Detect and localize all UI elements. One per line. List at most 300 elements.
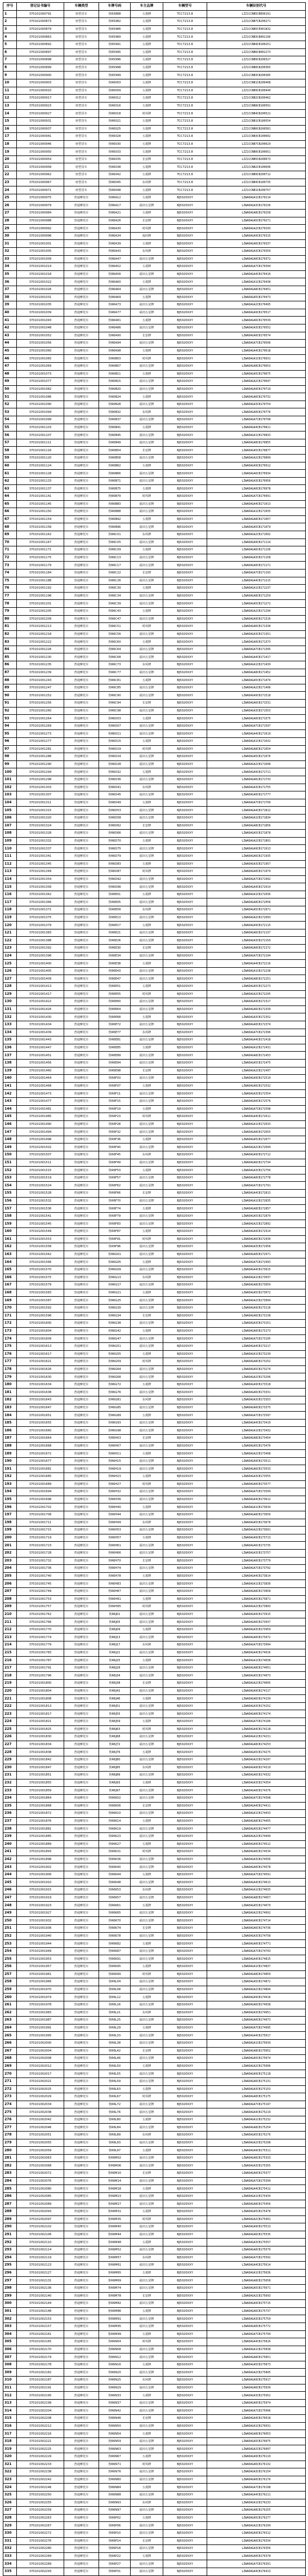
cell-brand: 五菱牌 [131, 79, 163, 87]
cell-brand: 福田五星牌 [131, 1220, 163, 1228]
cell-vehicle-type: 普通摩托车 [64, 1894, 99, 1902]
cell-seq: 123 [3, 945, 17, 953]
cell-cert-no: 370101001621 [17, 1358, 64, 1366]
cell-cert-no: 370101002276 [17, 2537, 64, 2545]
cell-cert-no: 370101001974 [17, 1994, 64, 2001]
cell-plate: 鲁R6D36 [99, 776, 131, 784]
cell-plate: 鲁R6E43 [99, 967, 131, 975]
cell-plate: 鲁R6J42 [99, 1687, 131, 1695]
cell-vehicle-type: 普通摩托车 [64, 232, 99, 240]
cell-cert-no: 370101001137 [17, 485, 64, 493]
cell-brand: 时风牌 [131, 355, 163, 363]
cell-plate: 鲁R6M27 [99, 2200, 131, 2208]
cell-vehicle-type: 普通摩托车 [64, 1182, 99, 1190]
cell-plate: 鲁R6K27 [99, 1840, 131, 1848]
cell-model: BJ5020XXY [163, 2499, 207, 2507]
cell-brand: 长安牌 [131, 1312, 163, 1320]
cell-plate: 鲁R6K87 [99, 1947, 131, 1955]
cell-brand: 福田五星牌 [131, 845, 163, 853]
cell-vehicle-type: 普通摩托车 [64, 1144, 99, 1151]
cell-seq: 144 [3, 1105, 17, 1113]
cell-vehicle-type: 普通摩托车 [64, 1059, 99, 1067]
cell-vehicle-type: 普通摩托车 [64, 362, 99, 370]
table-row [3, 1917, 306, 1925]
table-row [3, 1994, 306, 2001]
cell-vehicle-type: 普通摩托车 [64, 1733, 99, 1741]
cell-cert-no: 370101001252 [17, 692, 64, 700]
table-row [3, 2522, 306, 2530]
cell-vehicle-type: 普通摩托车 [64, 255, 99, 263]
cell-brand: 长安牌 [131, 1435, 163, 1443]
cell-brand: 福田五星牌 [131, 883, 163, 891]
table-row [3, 653, 306, 661]
cell-seq: 45 [3, 347, 17, 355]
cell-vin: LZWADAGA2CB172497 [207, 1067, 306, 1075]
cell-cert-no: 370101001745 [17, 1580, 64, 1588]
cell-brand: 五菱牌 [131, 1350, 163, 1358]
table-row [3, 278, 306, 286]
table-row [3, 1741, 306, 1749]
cell-seq: 265 [3, 2032, 17, 2040]
cell-model: BJ5020XXY [163, 2039, 207, 2047]
cell-vehicle-type: 普通摩托车 [64, 447, 99, 455]
table-row [3, 309, 306, 317]
table-row [3, 1794, 306, 1802]
cell-brand: 福田五星牌 [131, 1794, 163, 1802]
cell-plate: 鲁R6N71 [99, 2461, 131, 2468]
cell-seq: 318 [3, 2437, 17, 2445]
cell-brand: 五菱牌 [131, 2514, 163, 2522]
table-row [3, 539, 306, 546]
cell-vin: LZZ1CCNB3CB100602 [207, 133, 306, 141]
cell-brand: 东风牌 [131, 1274, 163, 1282]
table-row [3, 1136, 306, 1144]
cell-seq: 56 [3, 431, 17, 439]
cell-vin: LZWADAGA8CB175851 [207, 2353, 306, 2361]
table-row [3, 2514, 306, 2522]
cell-model: BJ5020XXY [163, 2522, 207, 2530]
cell-vin: LZWADAGA1CB176031 [207, 2422, 306, 2430]
table-row [3, 990, 306, 998]
cell-brand: 长安牌 [131, 2292, 163, 2300]
cell-vin: LZWADAGA6CB176334 [207, 2537, 306, 2545]
cell-cert-no: 370101001736 [17, 1565, 64, 1573]
cell-seq: 305 [3, 2338, 17, 2346]
cell-vin: LZWADAGA9CB176119 [207, 2453, 306, 2461]
cell-vin: LZWADAGA9CB175513 [207, 2223, 306, 2231]
cell-plate: 鲁R6A34 [99, 232, 131, 240]
cell-brand: 时风牌 [131, 2093, 163, 2101]
cell-brand: 福田五星牌 [131, 707, 163, 715]
table-row [3, 1519, 306, 1527]
cell-cert-no: 370101001133 [17, 477, 64, 485]
cell-plate: 鲁R6G98 [99, 1427, 131, 1435]
cell-seq: 312 [3, 2392, 17, 2400]
cell-plate: 鲁R6N08 [99, 2346, 131, 2353]
cell-model: TCC7213.8 [163, 179, 207, 186]
cell-seq: 283 [3, 2170, 17, 2178]
cell-vin: LZWADAGA8CB173252 [207, 1358, 306, 1366]
cell-plate: 鲁R6A64 [99, 286, 131, 293]
cell-seq: 151 [3, 1159, 17, 1167]
cell-seq: 122 [3, 937, 17, 945]
cell-cert-no: 370101001205 [17, 607, 64, 615]
table-row [3, 638, 306, 646]
cell-vehicle-type: 普通摩托车 [64, 2177, 99, 2185]
cell-vehicle-type: 普通摩托车 [64, 868, 99, 876]
table-row [3, 2552, 306, 2560]
cell-cert-no: 370101001872 [17, 1810, 64, 1818]
cell-model: TCC7213.8 [163, 148, 207, 156]
cell-vin: LZWADAGA8CB173656 [207, 1511, 306, 1519]
cell-model: BJ5020XXY [163, 562, 207, 570]
cell-seq: 330 [3, 2529, 17, 2537]
cell-plate: 鲁R5996 [99, 56, 131, 64]
cell-vehicle-type: 普通摩托车 [64, 2162, 99, 2170]
cell-cert-no: 370101001354 [17, 875, 64, 883]
cell-plate: 鲁R6D83 [99, 860, 131, 868]
cell-brand: 五菱牌 [131, 1902, 163, 1910]
cell-plate: 鲁R6J09 [99, 1626, 131, 1634]
cell-plate: 鲁R6B37 [99, 416, 131, 424]
cell-vehicle-type: 普通摩托车 [64, 1013, 99, 1021]
cell-plate: 鲁R6D62 [99, 822, 131, 830]
cell-model: BJ5020XXY [163, 1764, 207, 1772]
table-row [3, 2407, 306, 2415]
cell-cert-no: 370101001430 [17, 1013, 64, 1021]
cell-model: TCC7213.8 [163, 56, 207, 64]
cell-seq: 8 [3, 64, 17, 72]
cell-model: BJ5020XXY [163, 1136, 207, 1144]
table-row [3, 1503, 306, 1511]
table-row [3, 148, 306, 156]
cell-brand: 福田五星牌 [131, 2192, 163, 2200]
cell-plate: 鲁R6C56 [99, 630, 131, 638]
cell-brand: 福田五星牌 [131, 1618, 163, 1626]
cell-vin: LZWADAGA2CB171294 [207, 607, 306, 615]
cell-seq: 273 [3, 2093, 17, 2101]
cell-model: BJ5020XXY [163, 1557, 207, 1565]
cell-plate: 鲁R6H19 [99, 1465, 131, 1473]
cell-vehicle-type: 普通摩托车 [64, 945, 99, 953]
cell-seq: 1 [3, 10, 17, 18]
cell-plate: 鲁R6E72 [99, 1021, 131, 1029]
cell-cert-no: 370101001090 [17, 401, 64, 408]
cell-vehicle-type: 普通摩托车 [64, 1365, 99, 1373]
table-row [3, 1442, 306, 1450]
cell-vehicle-type: 普通摩托车 [64, 1672, 99, 1680]
cell-brand: 福田牌 [131, 232, 163, 240]
cell-model: BJ5020XXY [163, 2062, 207, 2070]
cell-vehicle-type: 普通摩托车 [64, 1450, 99, 1458]
table-row [3, 1764, 306, 1772]
cell-plate: 鲁R6D19 [99, 745, 131, 753]
cell-model: BJ5020XXY [163, 508, 207, 516]
cell-vehicle-type: 普通摩托车 [64, 431, 99, 439]
cell-vehicle-type: 普通摩托车 [64, 317, 99, 324]
table-row [3, 1480, 306, 1488]
cell-model: BJ5020XXY [163, 2338, 207, 2346]
cell-vin: LZWADAGA5CB173678 [207, 1519, 306, 1527]
cell-model: BJ5020XXY [163, 2507, 207, 2515]
cell-cert-no: 370101001494 [17, 1128, 64, 1136]
table-row [3, 1465, 306, 1473]
cell-brand: 时风牌 [131, 745, 163, 753]
table-row [3, 2024, 306, 2032]
cell-model: BJ5020XXY [163, 1657, 207, 1665]
cell-brand: 福田五星牌 [131, 2284, 163, 2292]
cell-seq: 14 [3, 110, 17, 118]
cell-seq: 42 [3, 324, 17, 332]
table-body [3, 10, 306, 2575]
cell-seq: 259 [3, 1986, 17, 1994]
cell-model: BJ5020XXY [163, 2139, 207, 2147]
cell-seq: 106 [3, 814, 17, 822]
cell-cert-no: 370101001515 [17, 1167, 64, 1174]
cell-model: BJ5020XXY [163, 485, 207, 493]
cell-plate: 鲁R6L55 [99, 2070, 131, 2078]
cell-cert-no: 370101001553 [17, 1235, 64, 1243]
cell-vin: LZWADAGA7CB173792 [207, 1565, 306, 1573]
cell-model: BJ5020XXY [163, 2009, 207, 2017]
cell-vin: LZWADAGA9CB171711 [207, 768, 306, 776]
cell-model: BJ5020XXY [163, 2239, 207, 2246]
cell-model: BJ5020XXY [163, 531, 207, 539]
cell-cert-no: 370101001371 [17, 906, 64, 914]
table-row [3, 2415, 306, 2423]
cell-vehicle-type: 普通摩托车 [64, 2101, 99, 2108]
table-row [3, 1190, 306, 1198]
cell-brand: 福田五星牌 [131, 378, 163, 386]
cell-seq: 6 [3, 48, 17, 56]
cell-vehicle-type: 普通摩托车 [64, 1565, 99, 1573]
cell-brand: 五菱牌 [131, 983, 163, 991]
cell-brand: 五菱牌 [131, 2024, 163, 2032]
cell-plate: 鲁R6N42 [99, 2407, 131, 2415]
cell-plate: 鲁R6D32 [99, 768, 131, 776]
cell-vin: LZWADAGA7CB172396 [207, 1029, 306, 1036]
cell-vin: LZWADAGA2CB171891 [207, 837, 306, 845]
cell-brand: 时风牌 [131, 110, 163, 118]
cell-cert-no: 370101002272 [17, 2529, 64, 2537]
cell-vehicle-type: 普通摩托车 [64, 2185, 99, 2193]
cell-cert-no: 370101002114 [17, 2246, 64, 2254]
cell-cert-no: 370101002289 [17, 2560, 64, 2568]
cell-plate: 鲁R6E94 [99, 1059, 131, 1067]
table-row [3, 293, 306, 301]
cell-seq: 135 [3, 1036, 17, 1044]
cell-vehicle-type: 普通摩托车 [64, 2507, 99, 2515]
cell-brand: 福田五星牌 [131, 1825, 163, 1833]
cell-brand: 福田五星牌 [131, 1772, 163, 1779]
cell-vehicle-type: 普通摩托车 [64, 692, 99, 700]
cell-plate: 鲁R6M48 [99, 2239, 131, 2246]
cell-vin: LZWADAGA4CB174815 [207, 1955, 306, 1963]
table-row [3, 1565, 306, 1573]
table-row [3, 845, 306, 853]
cell-vin: LZWADAGA3CB175153 [207, 2085, 306, 2093]
cell-vin: LZWADAGA2CB173498 [207, 1450, 306, 1458]
cell-vehicle-type: 轻型货车 [64, 87, 99, 95]
cell-vehicle-type: 普通摩托车 [64, 2568, 99, 2575]
cell-brand: 福田五星牌 [131, 477, 163, 485]
cell-cert-no: 370101001269 [17, 722, 64, 730]
cell-brand: 五菱牌 [131, 2392, 163, 2400]
header-row [3, 3, 306, 11]
cell-cert-no: 370101001762 [17, 1610, 64, 1618]
cell-vehicle-type: 普通摩托车 [64, 760, 99, 768]
cell-brand: 时风牌 [131, 1113, 163, 1121]
table-row [3, 248, 306, 256]
cell-cert-no: 370101001107 [17, 431, 64, 439]
cell-vin: LZWADAGA2CB175895 [207, 2369, 306, 2377]
table-row [3, 1909, 306, 1917]
cell-cert-no: 370101002280 [17, 2545, 64, 2553]
cell-vehicle-type: 普通摩托车 [64, 1580, 99, 1588]
cell-brand: 五菱牌 [131, 48, 163, 56]
table-row [3, 1373, 306, 1381]
cell-plate: 鲁R6E68 [99, 1013, 131, 1021]
cell-vehicle-type: 普通摩托车 [64, 500, 99, 508]
table-row [3, 2369, 306, 2377]
table-row [3, 2254, 306, 2262]
cell-plate: 鲁R6J51 [99, 1702, 131, 1710]
table-row [3, 2124, 306, 2132]
cell-brand: 福田五星牌 [131, 1710, 163, 1718]
cell-seq: 10 [3, 79, 17, 87]
cell-model: BJ5020XXY [163, 1810, 207, 1818]
cell-cert-no: 370101001069 [17, 362, 64, 370]
cell-vehicle-type: 普通摩托车 [64, 2077, 99, 2085]
cell-brand: 时风牌 [131, 1358, 163, 1366]
cell-model: BJ5020XXY [163, 1197, 207, 1205]
cell-vehicle-type: 普通摩托车 [64, 960, 99, 968]
table-row [3, 1144, 306, 1151]
cell-brand: 时风牌 [131, 623, 163, 631]
cell-plate: 鲁R6L80 [99, 2116, 131, 2124]
cell-plate: 鲁R6M35 [99, 2215, 131, 2223]
cell-brand: 五菱牌 [131, 1817, 163, 1825]
cell-seq: 92 [3, 707, 17, 715]
cell-plate: 鲁R6B79 [99, 493, 131, 501]
cell-brand: 五菱牌 [131, 1626, 163, 1634]
cell-plate: 鲁R6L76 [99, 2108, 131, 2116]
cell-plate: 鲁R6L38 [99, 2039, 131, 2047]
cell-vehicle-type: 普通摩托车 [64, 623, 99, 631]
cell-cert-no: 370101001230 [17, 653, 64, 661]
table-row [3, 355, 306, 363]
cell-plate: 鲁R6N76 [99, 2468, 131, 2476]
cell-cert-no: 370101001604 [17, 1327, 64, 1335]
cell-brand: 福田五星牌 [131, 1932, 163, 1940]
table-row [3, 2453, 306, 2461]
cell-seq: 224 [3, 1718, 17, 1726]
cell-plate: 鲁R6M99 [99, 2330, 131, 2338]
cell-vehicle-type: 普通摩托车 [64, 1404, 99, 1412]
cell-seq: 90 [3, 692, 17, 700]
cell-cert-no: 370101001583 [17, 1289, 64, 1297]
cell-seq: 155 [3, 1190, 17, 1198]
cell-brand: 五菱牌 [131, 1871, 163, 1879]
cell-plate: 鲁R6H40 [99, 1503, 131, 1511]
table-row [3, 1450, 306, 1458]
cell-model: BJ5020XXY [163, 470, 207, 478]
table-row [3, 1649, 306, 1657]
cell-brand: 五菱牌 [131, 370, 163, 378]
cell-vehicle-type: 普通摩托车 [64, 1442, 99, 1450]
cell-plate: 鲁R6F62 [99, 1182, 131, 1190]
cell-brand: 福田五星牌 [131, 1128, 163, 1136]
cell-vin: LZWADAGA1CB173634 [207, 1503, 306, 1511]
cell-seq: 280 [3, 2147, 17, 2155]
cell-cert-no: 370101001638 [17, 1389, 64, 1396]
cell-plate: 鲁R6M82 [99, 2300, 131, 2308]
cell-cert-no: 370101001651 [17, 1412, 64, 1420]
cell-seq: 137 [3, 1052, 17, 1060]
cell-plate: 鲁R6F32 [99, 1128, 131, 1136]
cell-plate: 鲁R6G51 [99, 1342, 131, 1350]
table-row [3, 2062, 306, 2070]
cell-seq: 126 [3, 967, 17, 975]
cell-brand: 五菱牌 [131, 347, 163, 355]
cell-brand: 五菱牌 [131, 515, 163, 523]
table-row [3, 2491, 306, 2499]
cell-cert-no: 370101001307 [17, 791, 64, 799]
cell-seq: 194 [3, 1488, 17, 1496]
cell-model: BJ5020XXY [163, 1503, 207, 1511]
table-row [3, 1488, 306, 1496]
cell-seq: 293 [3, 2246, 17, 2254]
cell-vin: LZWADAGA9CB173511 [207, 1457, 306, 1465]
table-row [3, 1205, 306, 1213]
cell-vehicle-type: 普通摩托车 [64, 1863, 99, 1871]
cell-vin: LZWADAGA2CB170697 [207, 378, 306, 386]
cell-model: BJ5020XXY [163, 1212, 207, 1220]
cell-plate: 鲁R6B03 [99, 355, 131, 363]
table-row [3, 1021, 306, 1029]
cell-seq: 35 [3, 270, 17, 278]
cell-model: TCC7213.8 [163, 102, 207, 110]
cell-cert-no: 370101001906 [17, 1871, 64, 1879]
cell-cert-no: 370101002127 [17, 2269, 64, 2277]
cell-plate: 鲁R6N80 [99, 2476, 131, 2484]
cell-vehicle-type: 普通摩托车 [64, 799, 99, 807]
table-row [3, 2192, 306, 2200]
cell-plate: 鲁R6E38 [99, 960, 131, 968]
cell-plate: 鲁R6030 [99, 140, 131, 148]
cell-cert-no: 370101001235 [17, 661, 64, 669]
table-row [3, 1381, 306, 1389]
table-row [3, 1006, 306, 1013]
cell-model: BJ5020XXY [163, 1887, 207, 1894]
cell-vehicle-type: 普通摩托车 [64, 1289, 99, 1297]
cell-seq: 40 [3, 309, 17, 317]
cell-plate: 鲁R6M14 [99, 2177, 131, 2185]
cell-vehicle-type: 普通摩托车 [64, 1029, 99, 1036]
cell-cert-no: 370101001473 [17, 1090, 64, 1098]
cell-seq: 260 [3, 1994, 17, 2001]
table-row [3, 1365, 306, 1373]
cell-cert-no: 370101001757 [17, 1603, 64, 1611]
cell-seq: 193 [3, 1480, 17, 1488]
cell-brand: 五菱牌 [131, 95, 163, 103]
cell-model: TCC7213.8 [163, 10, 207, 18]
cell-model: TCC7213.8 [163, 171, 207, 179]
cell-model: BJ5020XXY [163, 1220, 207, 1228]
table-row [3, 592, 306, 600]
cell-brand: 福田五星牌 [131, 1442, 163, 1450]
cell-brand: 福田五星牌 [131, 2017, 163, 2025]
